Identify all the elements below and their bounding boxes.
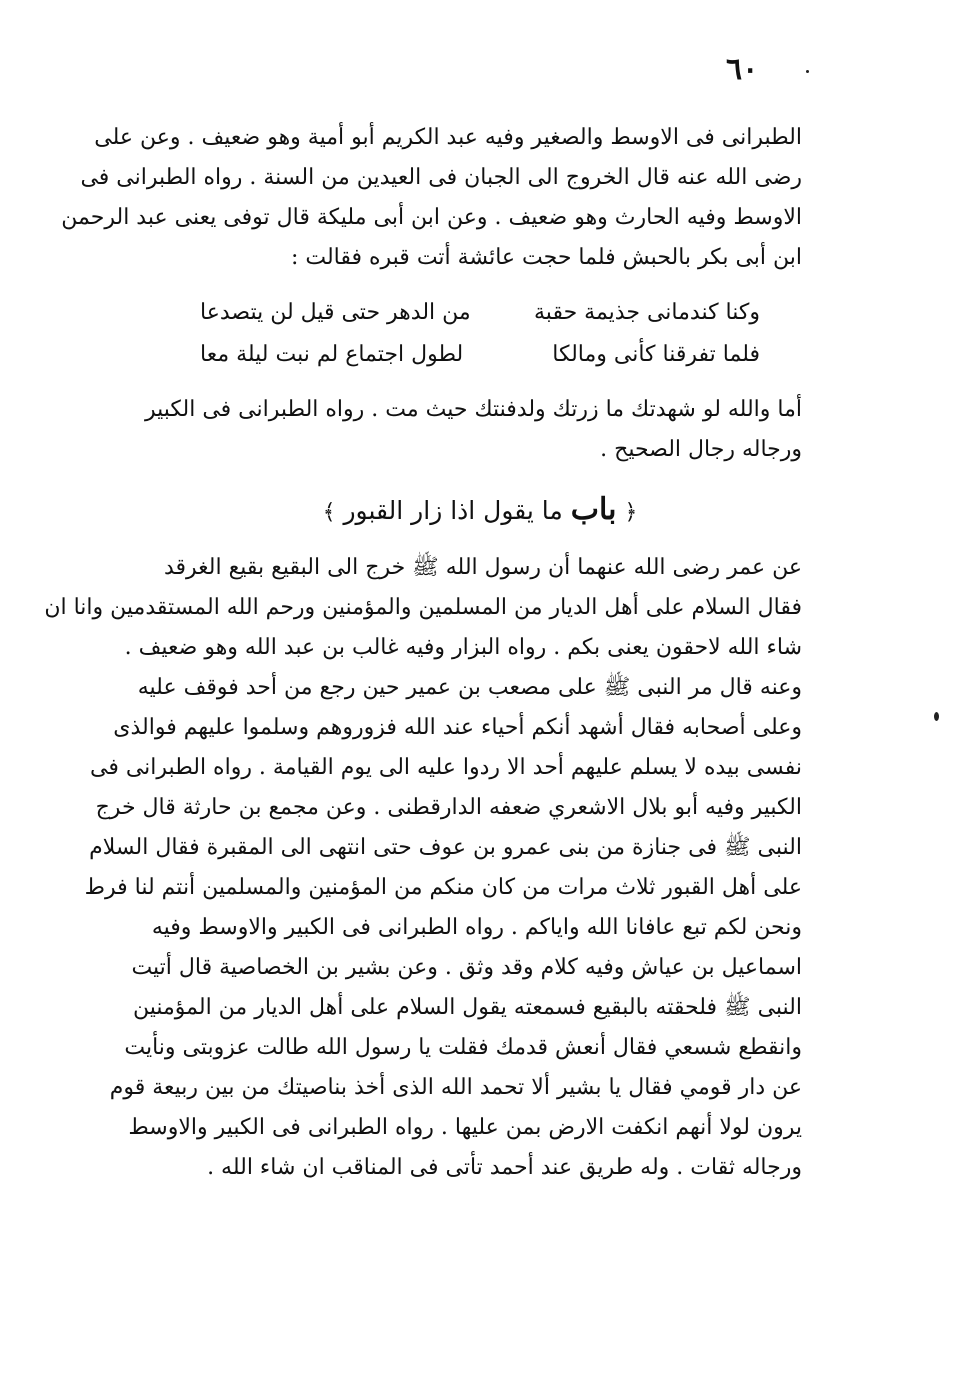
text-line: نفسى بيده لا يسلم عليهم أحد الا ردوا عليه الى يوم القيامة . رواه الطبرانى فى <box>90 755 802 780</box>
scan-speck <box>934 712 939 721</box>
ornamental-bracket-close: ﴾ <box>322 500 336 525</box>
text-line: الكبير وفيه أبو بلال الاشعري ضعفه الدارقطنى . وعن مجمع بن حارثة قال خرج <box>95 795 802 820</box>
verse-second-hemistich: من الدهر حتى قيل لن يتصدعا <box>200 300 471 325</box>
text-line: عن دار قومي فقال يا بشير ألا تحمد الله الذى أخذ بناصيتك من بين ربيعة قوم <box>109 1075 802 1100</box>
scan-speck <box>806 70 809 73</box>
text-line: يرون لولا أنهم انكفت الارض بمن عليها . رواه الطبرانى فى الكبير والاوسط <box>128 1115 802 1140</box>
text-line: رضى الله عنه قال الخروج الى الجبان فى العيدين من السنة . رواه الطبرانى فى <box>80 165 802 190</box>
chapter-heading <box>260 492 700 527</box>
text-line: وانقطع شسعي فقال أنعش قدمك فقلت يا رسول الله طالت عزوبتى ونأيت <box>124 1035 802 1060</box>
chapter-title-text: ما يقول اذا زار القبور <box>343 496 563 525</box>
text-line: أما والله لو شهدتك ما زرتك ولدفنتك حيث مت . رواه الطبرانى فى الكبير <box>144 397 802 422</box>
text-line: عن عمر رضى الله عنهما أن رسول الله ﷺ خرج الى البقيع بقيع الغرقد <box>163 555 802 580</box>
text-line: النبى ﷺ فى جنازة من بنى عمرو بن عوف حتى انتهى الى المقبرة فقال السلام <box>89 835 802 860</box>
text-line: ونحن لكم تبع عافانا الله واياكم . رواه الطبرانى فى الكبير والاوسط وفيه <box>151 915 802 940</box>
ornamental-bracket-open: ﴿ <box>624 500 638 525</box>
page-number: ٦٠ <box>726 52 759 87</box>
text-line: ابن أبى بكر بالحبش فلما حجت عائشة أتت قبره فقالت : <box>290 245 802 270</box>
verse-first-hemistich: وكنا كندمانى جذيمة حقبة <box>534 300 760 325</box>
text-line: اسماعيل بن عياش وفيه كلام وقد وثق . وعن بشير بن الخصاصية قال أتيت <box>131 955 802 980</box>
verse-second-hemistich: لطول اجتماع لم نبت ليلة معا <box>200 342 464 367</box>
text-line: على أهل القبور ثلاث مرات من كان منكم من المؤمنين والمسلمين أنتم لنا فرط <box>84 875 802 900</box>
poem-verse-1 <box>200 300 760 340</box>
text-line: ورجاله ثقات . وله طريق عند أحمد تأتى فى المناقب ان شاء الله . <box>207 1155 802 1180</box>
text-line: شاء الله لاحقون يعنى بكم . رواه البزار وفيه غالب بن عبد الله وهو ضعيف . <box>124 635 802 660</box>
verse-first-hemistich: فلما تفرقنا كأنى ومالكا <box>552 342 760 367</box>
poem-verse-2 <box>200 342 760 382</box>
paragraph-visiting-graves <box>44 548 802 1188</box>
text-line: فقال السلام على أهل الديار من المسلمين والمؤمنين ورحم الله المستقدمين وانا ان <box>44 595 802 620</box>
text-line: النبى ﷺ فلحقته بالبقيع فسمعته يقول السلام على أهل الديار من المؤمنين <box>132 995 802 1020</box>
paragraph-hadith-ali <box>61 118 802 278</box>
paragraph-aisha-conclusion <box>144 390 802 470</box>
text-line: ورجاله رجال الصحيح . <box>600 437 802 462</box>
text-line: الطبرانى فى الاوسط والصغير وفيه عبد الكريم أبو أمية وهو ضعيف . وعن على <box>94 125 802 150</box>
chapter-label: باب <box>570 492 617 527</box>
text-line: وعنه قال مر النبى ﷺ على مصعب بن عمير حين رجع من أحد فوقف عليه <box>137 675 802 700</box>
text-line: الاوسط وفيه الحارث وهو ضعيف . وعن ابن أبى مليكة قال توفى يعنى عبد الرحمن <box>61 205 802 230</box>
text-line: وعلى أصحابه فقال أشهد أنكم أحياء عند الله فزوروهم وسلموا عليهم فوالذى <box>113 715 802 740</box>
